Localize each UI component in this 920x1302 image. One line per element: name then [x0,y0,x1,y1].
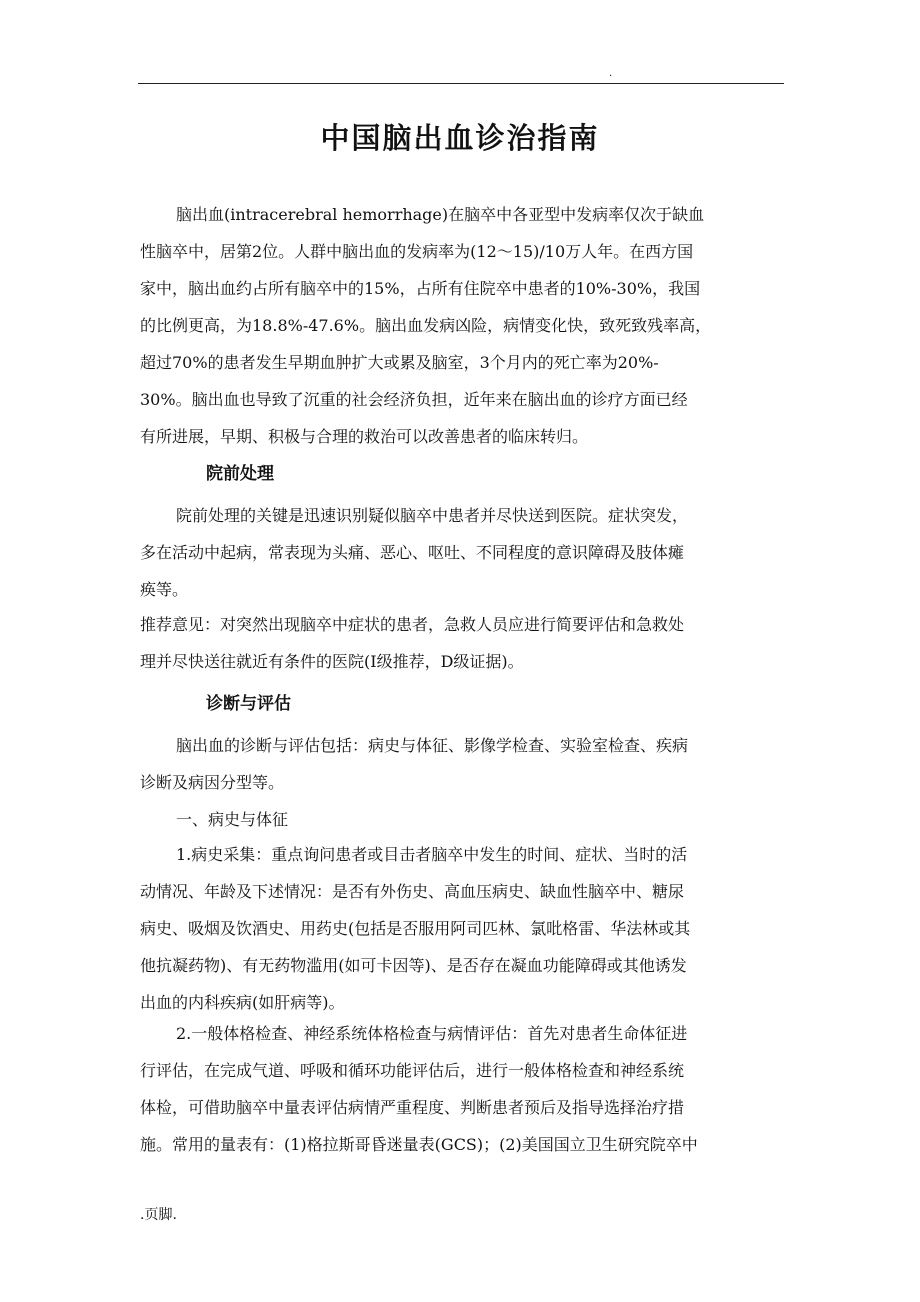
paragraph-line: 施。常用的量表有：(1)格拉斯哥昏迷量表(GCS)；(2)美国国立卫生研究院卒中 [140,1135,698,1154]
paragraph-line: 脑出血的诊断与评估包括：病史与体征、影像学检查、实验室检查、疾病 [176,736,689,755]
intro-line: 脑出血(intracerebral hemorrhage)在脑卒中各亚型中发病率仅次于缺血 [176,205,705,224]
paragraph-line: 出血的内科疾病(如肝病等)。 [140,993,345,1012]
intro-line: 30%。脑出血也导致了沉重的社会经济负担，近年来在脑出血的诊疗方面已经 [140,390,688,409]
intro-line: 性脑卒中，居第2位。人群中脑出血的发病率为(12～15)/10万人年。在西方国 [140,242,694,261]
recommendation-paragraph [140,606,790,680]
exam-item-paragraph [140,1015,790,1163]
paragraph-line: 院前处理的关键是迅速识别疑似脑卒中患者并尽快送到医院。症状突发， [176,506,689,525]
paragraph-line: 行评估，在完成气道、呼吸和循环功能评估后，进行一般体格检查和神经系统 [140,1061,685,1080]
header-rule [138,83,784,84]
prehospital-paragraph [140,497,790,608]
paragraph-line: 痪等。 [140,580,189,599]
document-title: 中国脑出血诊治指南 [320,121,600,155]
paragraph-line: 病史、吸烟及饮酒史、用药史(包括是否服用阿司匹林、氯吡格雷、华法林或其 [140,919,691,938]
paragraph-line: 诊断及病因分型等。 [140,773,285,792]
paragraph-line: 他抗凝药物)、有无药物滥用(如可卡因等)、是否存在凝血功能障碍或其他诱发 [140,956,687,975]
diagnosis-paragraph [140,727,790,838]
paragraph-line: 2.一般体格检查、神经系统体格检查与病情评估：首先对患者生命体征进 [176,1024,688,1043]
paragraph-line: 理并尽快送往就近有条件的医院(I级推荐，D级证据)。 [140,652,524,671]
intro-line: 的比例更高，为18.8%-47.6%。脑出血发病凶险，病情变化快，致死致残率高， [140,316,712,335]
intro-line: 家中，脑出血约占所有脑卒中的15%，占所有住院卒中患者的10%-30%，我国 [140,279,701,298]
paragraph-line: 动情况、年龄及下述情况：是否有外伤史、高血压病史、缺血性脑卒中、糖尿 [140,882,685,901]
paragraph-line: 体检，可借助脑卒中量表评估病情严重程度、判断患者预后及指导选择治疗措 [140,1098,685,1117]
paragraph-line: 多在活动中起病，常表现为头痛、恶心、呕吐、不同程度的意识障碍及肢体瘫 [140,543,685,562]
section-heading-diagnosis: 诊断与评估 [206,694,291,714]
intro-line: 有所进展，早期、积极与合理的救治可以改善患者的临床转归。 [140,427,589,446]
section-heading-prehospital: 院前处理 [206,464,274,484]
subheading-history: 一、病史与体征 [176,810,289,829]
page-footer: .页脚. [140,1207,177,1223]
paragraph-line: 1.病史采集：重点询问患者或目击者脑卒中发生的时间、症状、当时的活 [176,845,688,864]
history-item-paragraph [140,836,790,1021]
paragraph-line: 推荐意见：对突然出现脑卒中症状的患者，急救人员应进行简要评估和急救处 [140,615,685,634]
intro-line: 超过70%的患者发生早期血肿扩大或累及脑室，3个月内的死亡率为20%- [140,353,659,372]
intro-paragraph [140,196,790,455]
header-mark: . [609,68,613,79]
